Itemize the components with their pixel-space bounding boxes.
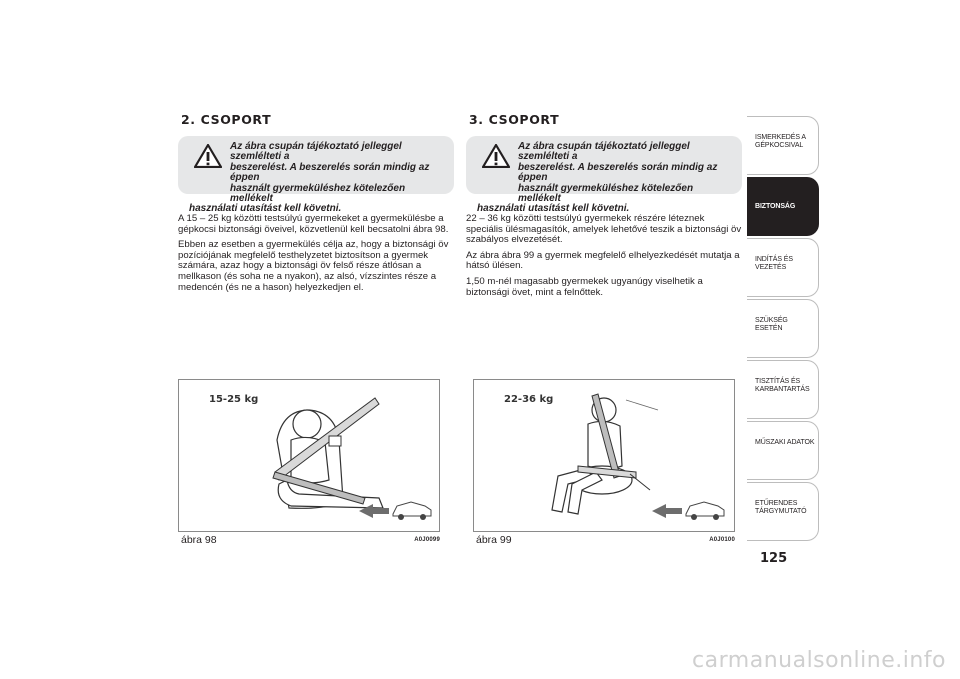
warning-line: használt gyermeküléshez kötelezően mellékelt <box>230 182 406 205</box>
warning-line: használati utasítást kell követni. <box>189 203 342 215</box>
section-heading: 2. CSOPORT <box>181 112 272 127</box>
figure-98 <box>178 379 440 532</box>
paragraph: A 15 – 25 kg közötti testsúlyú gyermekeket a gyermekülésbe a gépkocsi biztonsági öveivel, közvetlenül kell becsatolni ábra 98. <box>178 213 449 235</box>
warning-text <box>474 142 734 215</box>
tab-szukseg[interactable] <box>747 299 819 358</box>
weight-label: 15-25 kg <box>209 394 259 405</box>
figure-code: A0J0099 <box>414 537 440 543</box>
tab-label: ISMERKEDÉS A <box>755 134 806 141</box>
tab-ismerkedes[interactable] <box>747 116 819 175</box>
paragraph: 1,50 m-nél magasabb gyermekek ugyanúgy viselhetik a biztonsági övet, mint a felnőttek. <box>466 275 703 298</box>
weight-label: 22-36 kg <box>504 394 554 405</box>
warning-box <box>466 136 742 215</box>
chapter-sidebar <box>747 116 819 543</box>
tab-targymutato[interactable] <box>747 482 819 541</box>
tab-label: KARBANTARTÁS <box>755 386 810 393</box>
figure-caption-row <box>178 534 440 548</box>
paragraph: 22 – 36 kg közötti testsúlyú gyermekek részére léteznek speciális ülésmagasítók, amelyek lehetővé teszik a biztonsági öv szabályos elvezetését. <box>466 213 742 246</box>
tab-label: GÉPKOCSIVAL <box>755 142 804 149</box>
warning-line: Az ábra csupán tájékoztató jelleggel szemlélteti a <box>518 141 690 163</box>
warning-triangle-icon <box>482 144 510 168</box>
tab-biztonsag[interactable] <box>747 177 819 236</box>
warning-text <box>186 142 446 215</box>
section-heading: 3. CSOPORT <box>469 112 560 127</box>
warning-line: Az ábra csupán tájékoztató jelleggel szemlélteti a <box>230 141 402 163</box>
watermark <box>0 646 960 679</box>
warning-box <box>178 136 454 215</box>
paragraph: Ebben az esetben a gyermekülés célja az, hogy a biztonsági öv pozíciójának megfelelő testhelyzetet biztosítson a gyermek számára, azaz hogy a biztonsági öv felső része átlósan a mellkason (és soha ne a nyakon), az alsó, vízszintes része a medencén (és ne a hason) helyezkedjen el. <box>178 239 449 293</box>
figure-caption: ábra 99 <box>476 534 512 546</box>
figure-caption: ábra 98 <box>181 534 217 546</box>
tab-label: TÁRGYMUTATÓ <box>755 508 807 515</box>
tab-label: SZÜKSÉG ESETÉN <box>755 317 788 332</box>
body-text <box>178 214 454 293</box>
warning-line: használt gyermeküléshez kötelezően mellékelt <box>518 182 694 205</box>
section-group-2 <box>178 112 454 546</box>
warning-line: beszerelést. A beszerelés során mindig az éppen <box>518 161 718 184</box>
tab-label: TISZTÍTÁS ÉS <box>755 378 801 385</box>
tab-label: INDÍTÁS ÉS VEZETÉS <box>755 256 793 271</box>
page-number: 125 <box>760 551 788 566</box>
figure-caption-row <box>473 534 735 548</box>
warning-line: beszerelést. A beszerelés során mindig az éppen <box>230 161 430 184</box>
tab-label: BIZTONSÁG <box>755 203 796 210</box>
warning-triangle-icon <box>194 144 222 168</box>
tab-inditas[interactable] <box>747 238 819 297</box>
paragraph: Az ábra ábra 99 a gyermek megfelelő elhelyezkedését mutatja a hátsó ülésen. <box>466 249 740 272</box>
figure-99 <box>473 379 735 532</box>
watermark-text: carmanualsonline.info <box>692 648 946 673</box>
section-group-3 <box>466 112 742 546</box>
tab-tisztitas[interactable] <box>747 360 819 419</box>
tab-muszaki[interactable] <box>747 421 819 480</box>
tab-label: MŰSZAKI ADATOK <box>755 439 815 446</box>
tab-label: ETŰRENDES <box>755 500 798 507</box>
warning-line: használati utasítást kell követni. <box>477 203 630 215</box>
figure-code: A0J0100 <box>709 537 735 543</box>
body-text <box>466 214 742 298</box>
